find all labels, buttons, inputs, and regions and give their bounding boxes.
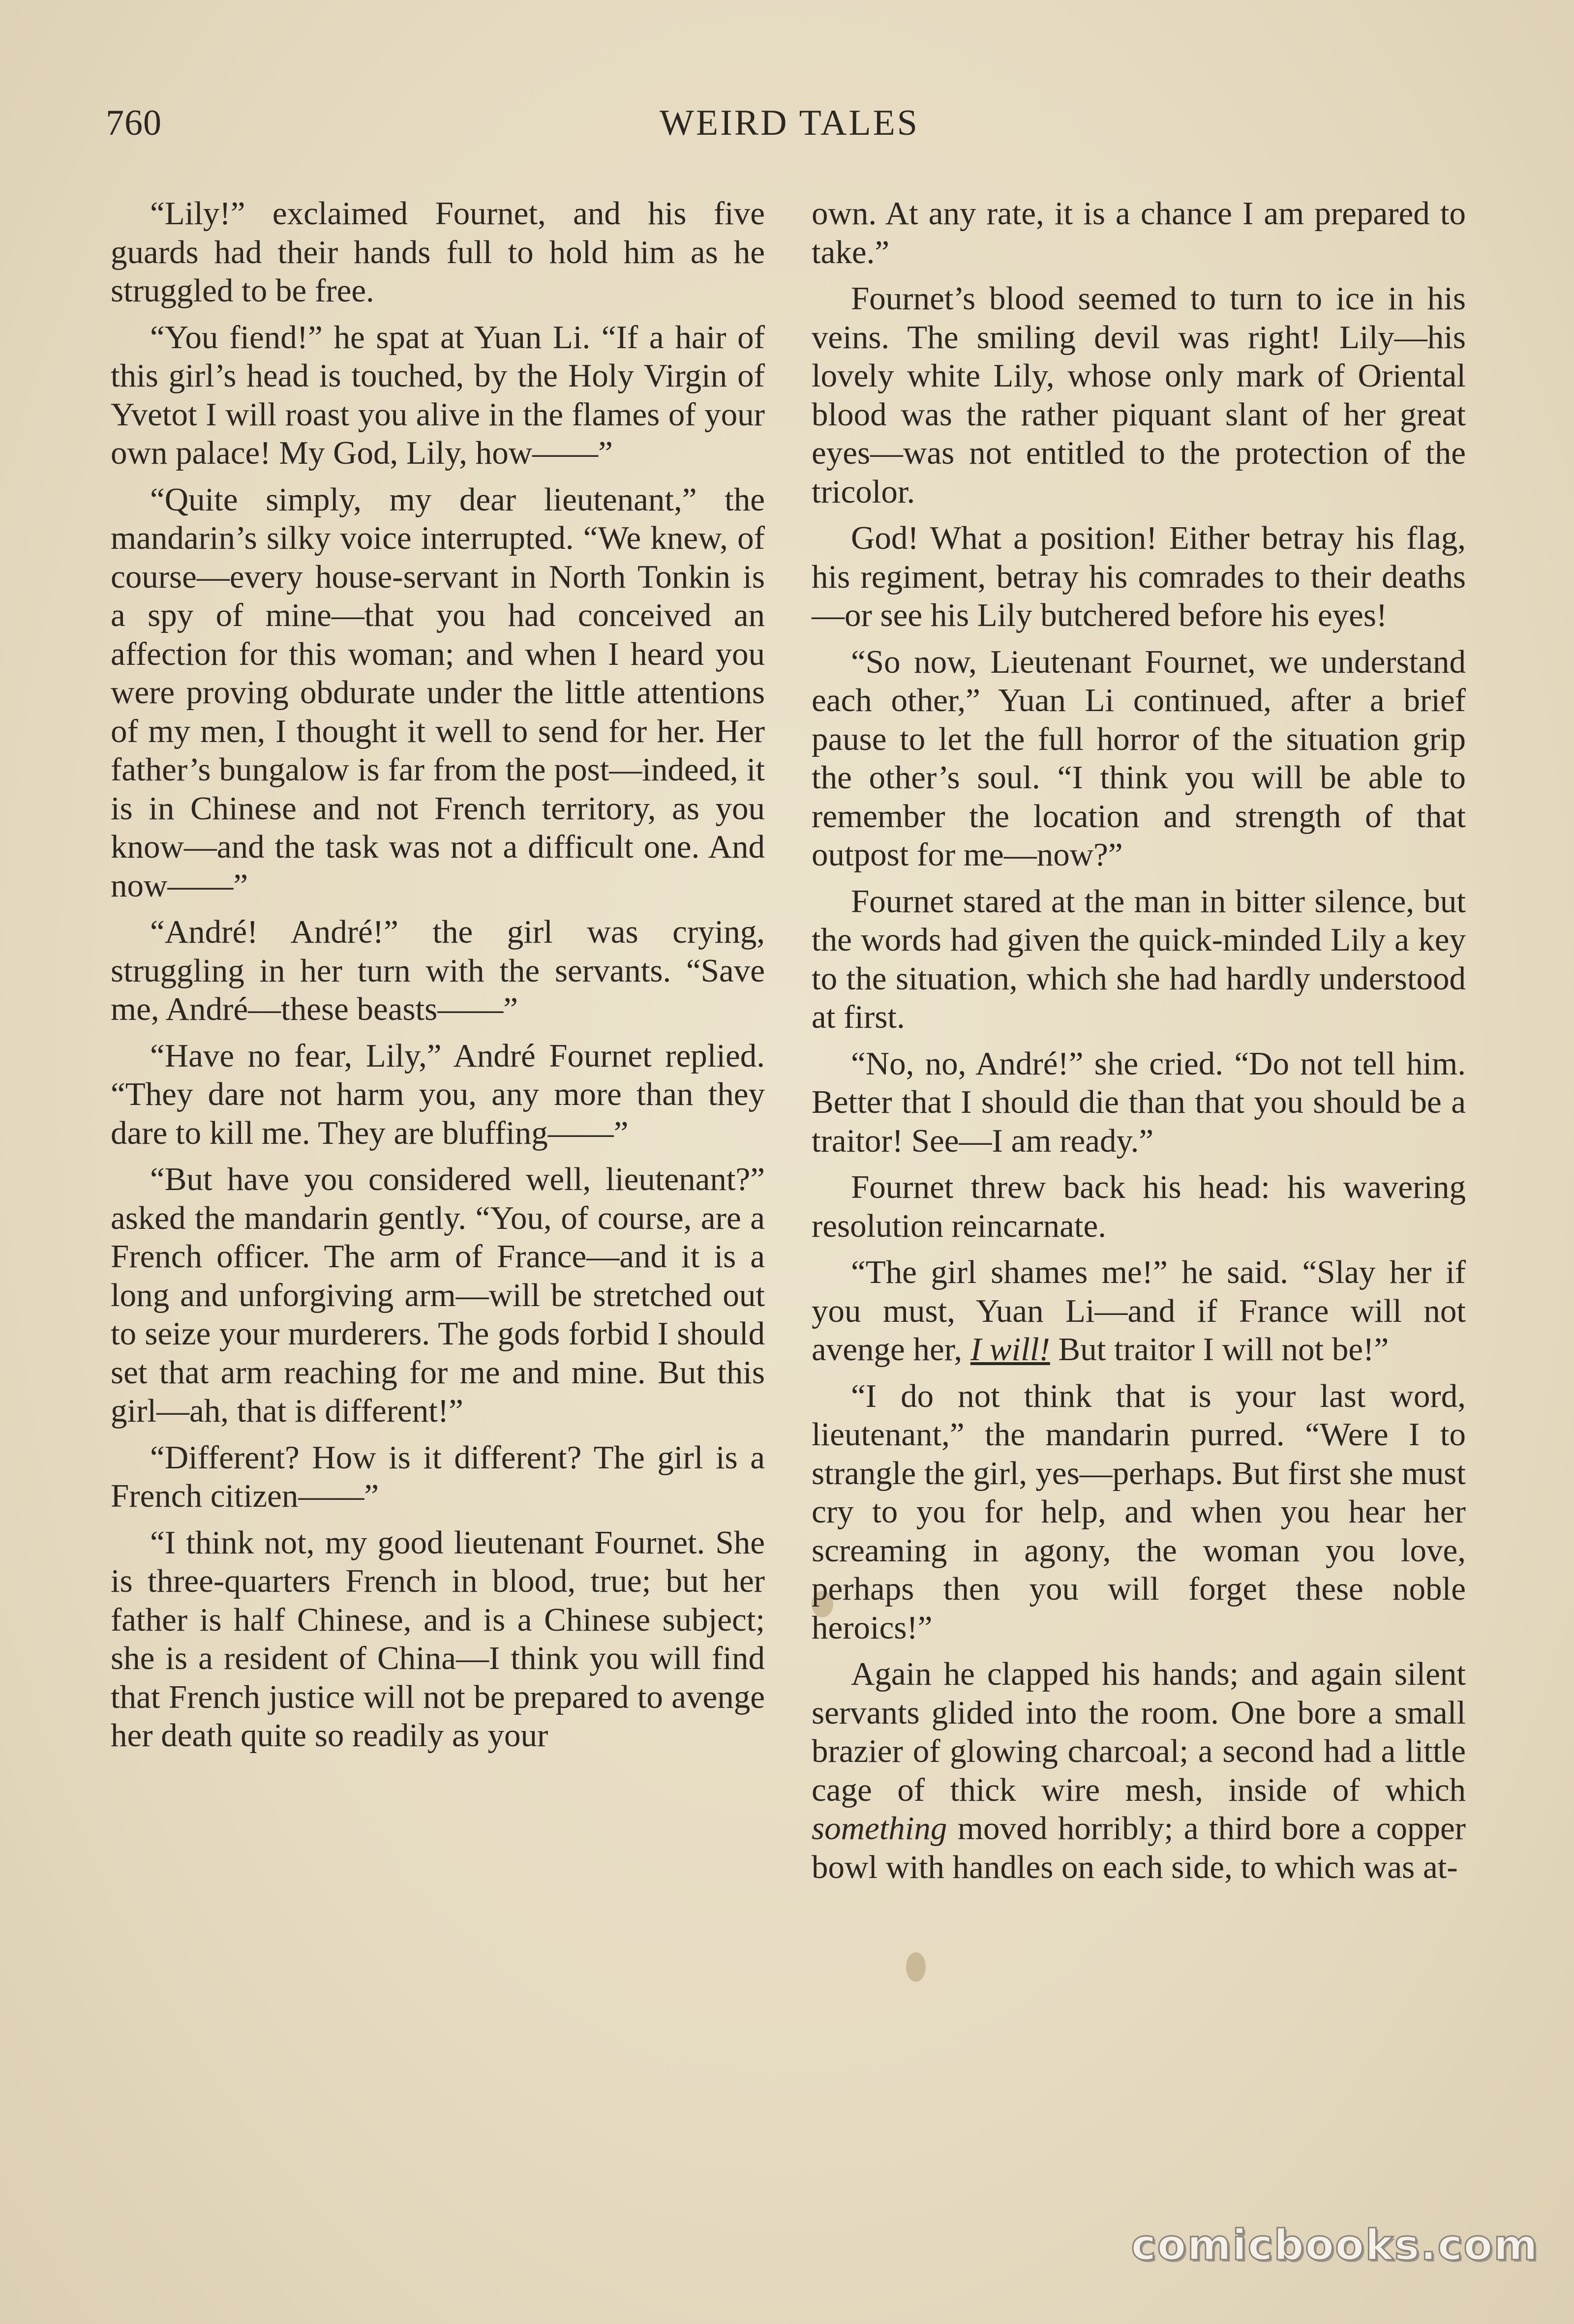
page-number: 760: [106, 103, 162, 143]
watermark-logo: comicbooks.com: [1131, 2221, 1539, 2270]
paragraph: “I think not, my good lieutenant Fournet. She is three-quarters French in blood, true; but her father is half Chinese, and is a Chinese subject; she is a resident of China—I think you will find that French justice will not be prepared to avenge her death quite so readily as your: [111, 1524, 765, 1754]
paragraph: Fournet stared at the man in bitter silence, but the words had given the quick-minded Lily a key to the situation, which she had hardly understood at first.: [812, 883, 1466, 1035]
paragraph: “I do not think that is your last word, lieutenant,” the mandarin purred. “Were I to strangle the girl, yes—perhaps. But first she must cry to you for help, and when you hear her screaming in agony, the woman you love, perhaps then you will forget these noble heroics!”: [812, 1377, 1466, 1646]
paragraph: Fournet’s blood seemed to turn to ice in his veins. The smiling devil was right! Lily—his lovely white Lily, whose only mark of Oriental blood was the rather piquant slant of her great eyes—was not entitled to the protection of the tricolor.: [812, 280, 1466, 510]
left-column: [111, 194, 765, 1763]
right-column: [812, 194, 1466, 1894]
paragraph-text: But traitor I will not be!”: [1058, 1331, 1389, 1368]
paragraph: “Have no fear, Lily,” André Fournet replied. “They dare not harm you, any more than they dare to kill me. They are bluffing——”: [111, 1037, 765, 1151]
paragraph: [812, 1253, 1466, 1369]
paragraph: [812, 1655, 1466, 1886]
page-header: [106, 98, 1473, 148]
paragraph: Fournet threw back his head: his wavering resolution reincarnate.: [812, 1169, 1466, 1244]
paragraph: “You fiend!” he spat at Yuan Li. “If a hair of this girl’s head is touched, by the Holy Virgin of Yvetot I will roast you alive in the flames of your own palace! My God, Lily, how——”: [111, 319, 765, 471]
paper-stain: [906, 1952, 926, 1982]
paragraph: “But have you considered well, lieutenant?” asked the mandarin gently. “You, of course, are a French officer. The arm of France—and it is a long and unforgiving arm—will be stretched out to seize your murderers. The gods forbid I should set that arm reaching for me and mine. But this girl—ah, that is different!”: [111, 1161, 765, 1429]
paragraph: “No, no, André!” she cried. “Do not tell him. Better that I should die than that you should be a traitor! See—I am ready.”: [812, 1045, 1466, 1159]
paragraph: “Different? How is it different? The girl is a French citizen——”: [111, 1439, 765, 1514]
magazine-title: WEIRD TALES: [660, 103, 919, 143]
paragraph: “So now, Lieutenant Fournet, we understand each other,” Yuan Li continued, after a brief pause to let the full horror of the situation grip the other’s soul. “I think you will be able to remember the location and strength of that outpost for me—now?”: [812, 643, 1466, 873]
paragraph: “André! André!” the girl was crying, struggling in her turn with the servants. “Save me, André—these beasts——”: [111, 914, 765, 1027]
paragraph-text: moved horribly; a third bore a copper bowl with handles on each side, to which was at-: [812, 1810, 1466, 1885]
paragraph: own. At any rate, it is a chance I am prepared to take.”: [812, 195, 1466, 270]
paragraph: “Lily!” exclaimed Fournet, and his five guards had their hands full to hold him as he struggled to be free.: [111, 195, 765, 309]
emphasis-text: something: [812, 1810, 947, 1847]
paragraph: God! What a position! Either betray his flag, his regiment, betray his comrades to their deaths—or see his Lily butchered before his eyes!: [812, 520, 1466, 633]
emphasis-text: I will!: [970, 1331, 1050, 1368]
paragraph: “Quite simply, my dear lieutenant,” the mandarin’s silky voice interrupted. “We knew, of course—every house-servant in North Tonkin is a spy of mine—that you had conceived an affection for this woman; and when I heard you were proving obdurate under the little attentions of my men, I thought it well to send for her. Her father’s bungalow is far from the post—indeed, it is in Chinese and not French territory, as you know—and the task was not a difficult one. And now——”: [111, 481, 765, 904]
paragraph-text: Again he clapped his hands; and again silent servants glided into the room. One bore a small brazier of glowing charcoal; a second had a little cage of thick wire mesh, inside of which: [812, 1656, 1466, 1808]
paragraph-text: “The girl shames me!” he said. “Slay her if you must, Yuan Li—and if France will not avenge her,: [812, 1254, 1466, 1368]
